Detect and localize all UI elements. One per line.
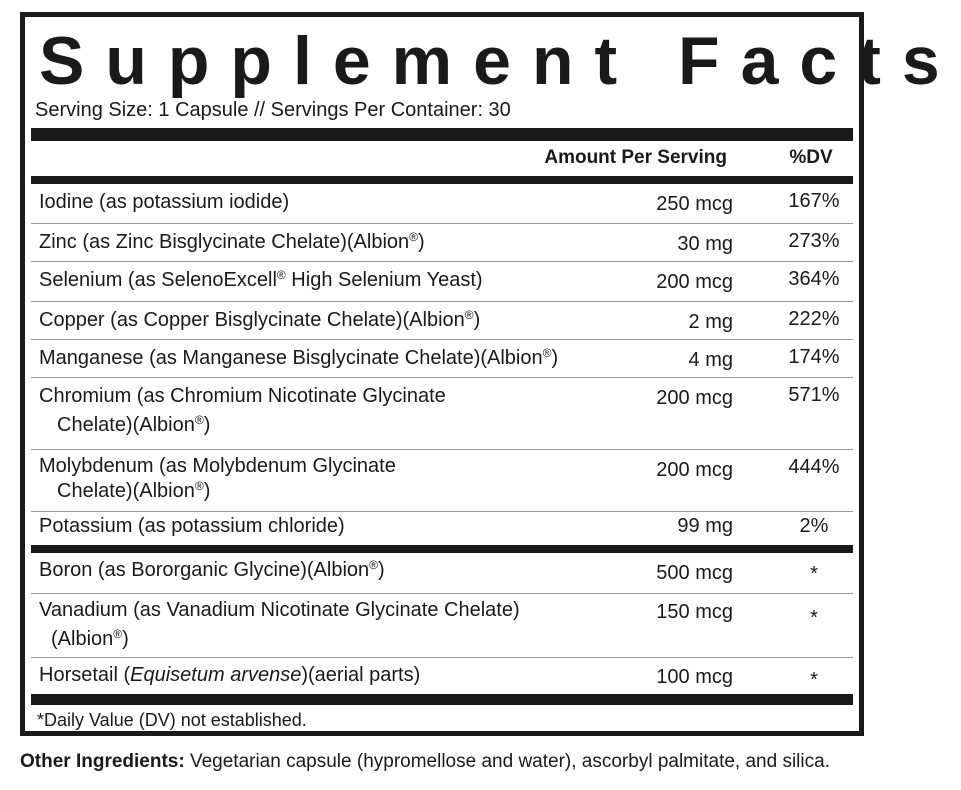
nutrient-dv: 174% bbox=[788, 346, 840, 368]
serving-info: Serving Size: 1 Capsule // Servings Per Container: 30 bbox=[35, 99, 511, 121]
nutrient-dv: * bbox=[810, 607, 818, 629]
nutrient-name: Iodine (as potassium iodide) bbox=[39, 191, 290, 213]
registered-mark: ® bbox=[464, 308, 474, 322]
nutrient-amount: 250 mcg bbox=[656, 193, 733, 215]
registered-mark: ® bbox=[369, 558, 378, 572]
nutrient-name: Selenium (as SelenoExcell® High Selenium Yeast) bbox=[39, 268, 483, 291]
registered-mark: ® bbox=[409, 230, 418, 244]
nutrient-dv: 2% bbox=[799, 515, 829, 537]
nutrient-dv: * bbox=[810, 563, 818, 585]
registered-mark: ® bbox=[194, 479, 204, 493]
other-ingredients bbox=[20, 750, 830, 774]
other-ingredients-text: Vegetarian capsule (hypromellose and water), ascorbyl palmitate, and silica. bbox=[184, 751, 830, 772]
nutrient-amount: 150 mcg bbox=[656, 601, 733, 623]
nutrient-row-selenium bbox=[31, 262, 853, 302]
nutrient-name: Horsetail (Equisetum arvense)(aerial parts) bbox=[39, 664, 421, 686]
nutrient-amount: 2 mg bbox=[688, 311, 733, 333]
other-ingredients-label: Other Ingredients: bbox=[20, 751, 185, 772]
panel-title: Supplement Facts bbox=[39, 23, 961, 99]
nutrient-dv: 222% bbox=[788, 308, 840, 330]
nutrient-amount: 30 mg bbox=[677, 233, 733, 255]
nutrient-dv: 167% bbox=[788, 190, 840, 212]
nutrient-amount: 200 mcg bbox=[656, 387, 733, 409]
thick-divider bbox=[31, 128, 853, 141]
amount-per-serving-header: Amount Per Serving bbox=[544, 147, 727, 168]
nutrient-amount: 99 mg bbox=[677, 515, 733, 537]
nutrient-amount: 4 mg bbox=[688, 349, 733, 371]
nutrient-name: Potassium (as potassium chloride) bbox=[39, 515, 345, 537]
nutrient-amount: 200 mcg bbox=[656, 459, 733, 481]
registered-mark: ® bbox=[194, 413, 204, 427]
nutrient-amount: 100 mcg bbox=[656, 666, 733, 688]
nutrient-name: Chromium (as Chromium Nicotinate Glycinate Chelate)(Albion®) bbox=[39, 385, 446, 436]
nutrient-dv: 571% bbox=[788, 384, 840, 406]
nutrient-name: Copper (as Copper Bisglycinate Chelate)(Albion®) bbox=[39, 308, 481, 331]
nutrient-row-iodine bbox=[31, 184, 853, 224]
nutrient-dv: 444% bbox=[788, 456, 840, 478]
nutrient-dv: 364% bbox=[788, 268, 840, 290]
bottom-divider bbox=[31, 694, 853, 705]
nutrient-dv: 273% bbox=[788, 230, 840, 252]
nutrient-name: Molybdenum (as Molybdenum Glycinate Chelate)(Albion®) bbox=[39, 455, 396, 502]
nutrient-name: Manganese (as Manganese Bisglycinate Chelate)(Albion®) bbox=[39, 346, 559, 369]
nutrient-row-boron bbox=[31, 553, 853, 594]
registered-mark: ® bbox=[113, 627, 123, 641]
registered-mark: ® bbox=[276, 268, 286, 282]
header-divider bbox=[31, 176, 853, 184]
nutrient-row-molybdenum bbox=[31, 450, 853, 512]
nutrient-row-potassium bbox=[31, 512, 853, 545]
nutrient-name: Boron (as Bororganic Glycine)(Albion®) bbox=[39, 558, 385, 581]
nutrient-amount: 200 mcg bbox=[656, 271, 733, 293]
nutrient-row-horsetail bbox=[31, 658, 853, 694]
nutrient-name: Vanadium (as Vanadium Nicotinate Glycinate Chelate) (Albion®) bbox=[39, 599, 520, 650]
registered-mark: ® bbox=[542, 346, 552, 360]
nutrient-row-chromium bbox=[31, 378, 853, 450]
nutrient-amount: 500 mcg bbox=[656, 562, 733, 584]
nutrient-row-vanadium bbox=[31, 594, 853, 658]
latin-name: Equisetum arvense bbox=[130, 664, 302, 686]
nutrient-row-copper bbox=[31, 302, 853, 340]
dv-header: %DV bbox=[789, 147, 833, 168]
nutrient-name: Zinc (as Zinc Bisglycinate Chelate)(Albion®) bbox=[39, 230, 425, 253]
nutrient-dv: * bbox=[810, 669, 818, 691]
nutrient-row-zinc bbox=[31, 224, 853, 262]
section-divider bbox=[31, 545, 853, 553]
supplement-facts-panel bbox=[20, 12, 961, 736]
dv-footnote: *Daily Value (DV) not established. bbox=[37, 710, 307, 730]
nutrient-row-manganese bbox=[31, 340, 853, 378]
